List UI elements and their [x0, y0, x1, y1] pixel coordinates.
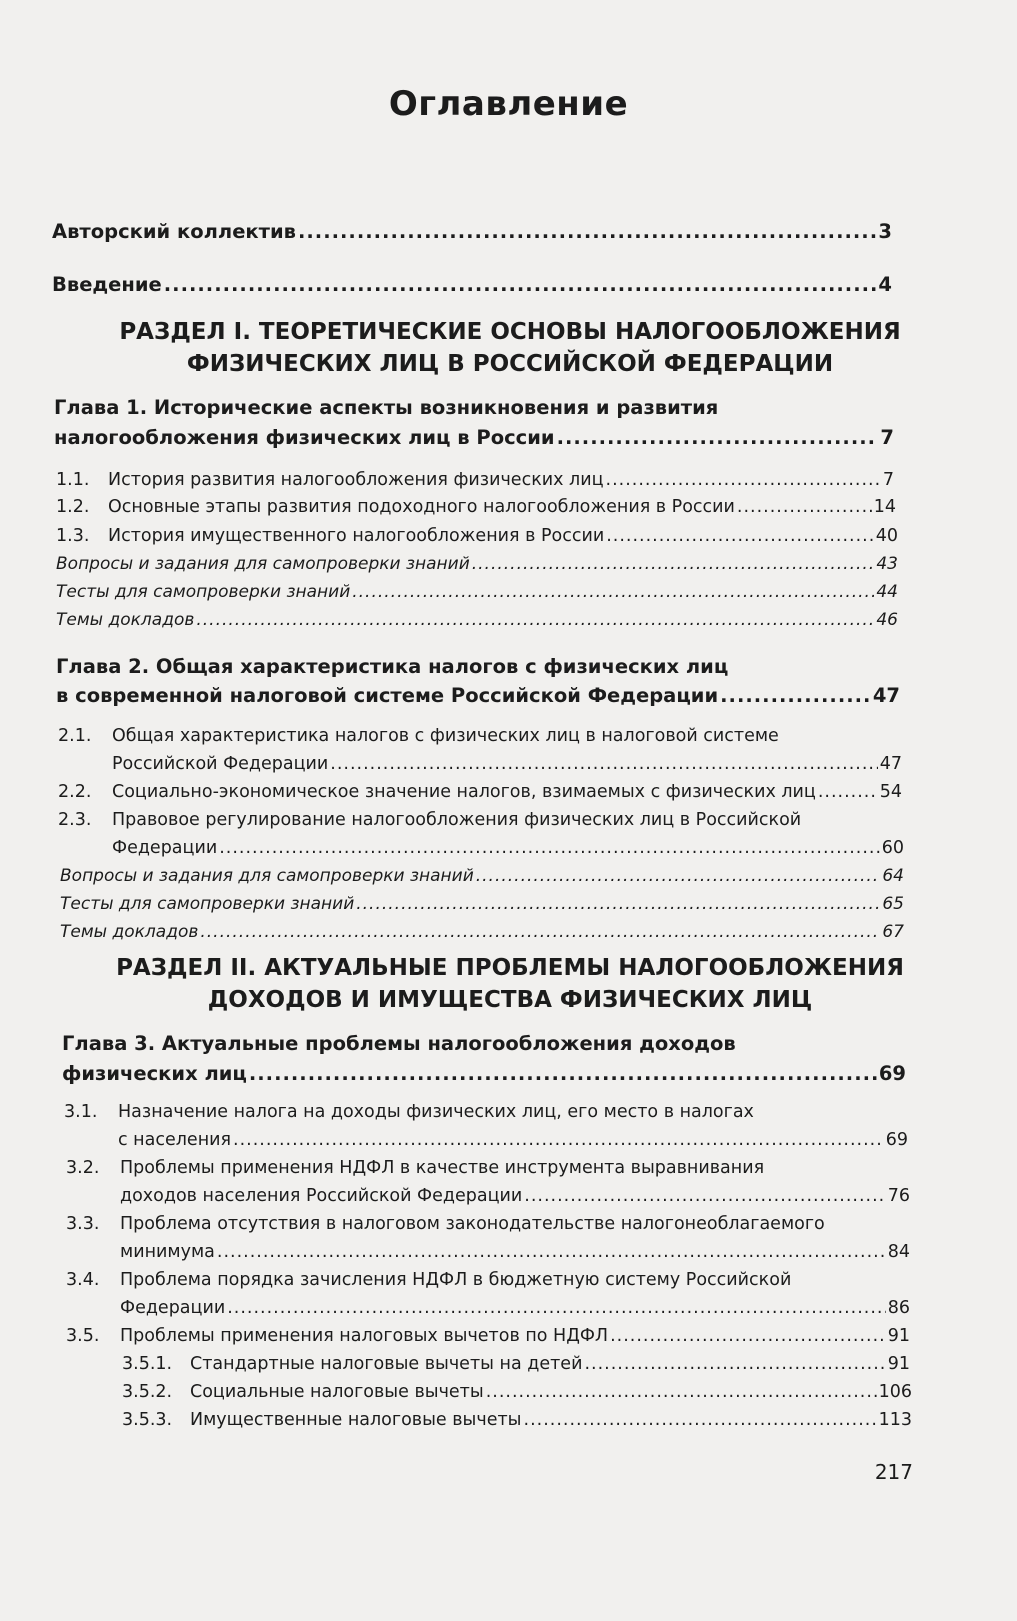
toc-entry-tests-2[interactable]	[60, 892, 904, 916]
entry-label: Проблемы применения НДФЛ в качестве инструмента выравнивания	[120, 1158, 765, 1178]
page-title: Оглавление	[388, 84, 629, 124]
entry-label: Проблема порядка зачисления НДФЛ в бюджетную систему Российской	[120, 1270, 792, 1290]
entry-label: Федерации	[112, 838, 218, 858]
section-heading-line: РАЗДЕЛ II. АКТУАЛЬНЫЕ ПРОБЛЕМЫ НАЛОГООБЛОЖЕНИЯ	[116, 955, 904, 981]
leader-dots	[298, 220, 876, 244]
entry-label: доходов населения Российской Федерации	[120, 1186, 523, 1206]
entry-label: Назначение налога на доходы физических лиц, его место в налогах	[118, 1102, 754, 1122]
entry-label: Проблема отсутствия в налоговом законодательстве налогонеоблагаемого	[120, 1214, 825, 1234]
leader-dots	[476, 864, 881, 888]
entry-label: в современной налоговой системе Российской Федерации	[56, 684, 719, 707]
entry-number: 3.1.	[64, 1102, 98, 1122]
entry-label: Тесты для самопроверки знаний	[56, 582, 351, 602]
entry-page: 47	[879, 754, 902, 774]
toc-entry-2-3[interactable]	[112, 836, 904, 860]
toc-entry-3-2-first[interactable]	[66, 1156, 764, 1180]
entry-label: с населения	[118, 1130, 232, 1150]
entry-page: 3	[878, 220, 892, 243]
entry-page: 46	[876, 610, 898, 630]
entry-page: 69	[885, 1130, 908, 1150]
entry-number: 3.5.1.	[122, 1354, 173, 1374]
entry-label: Вопросы и задания для самопроверки знаний	[56, 554, 470, 574]
leader-dots	[606, 468, 881, 492]
entry-page: 54	[879, 782, 902, 802]
entry-page: 113	[878, 1410, 912, 1430]
entry-label: Тесты для самопроверки знаний	[60, 894, 355, 914]
entry-label: Стандартные налоговые вычеты на детей	[190, 1354, 583, 1374]
toc-entry-self-check-1[interactable]	[56, 552, 898, 576]
section-heading-2	[90, 952, 930, 1016]
leader-dots	[524, 1408, 877, 1432]
leader-dots	[737, 495, 872, 519]
toc-entry-3-5-3[interactable]	[122, 1408, 912, 1432]
toc-entry-chapter-1[interactable]	[54, 426, 894, 450]
entry-number: 3.5.3.	[122, 1410, 173, 1430]
toc-entry-3-4[interactable]	[120, 1296, 910, 1320]
leader-dots	[233, 1128, 884, 1152]
entry-page: 44	[876, 582, 898, 602]
toc-entry-2-1[interactable]	[112, 752, 902, 776]
entry-label: Правовое регулирование налогообложения физических лиц в Российской	[112, 810, 802, 830]
leader-dots	[164, 273, 877, 297]
entry-number: 3.5.	[66, 1326, 100, 1346]
toc-entry-2-3-first[interactable]	[58, 808, 801, 832]
toc-entry-self-check-2[interactable]	[60, 864, 904, 888]
entry-label: Вопросы и задания для самопроверки знаний	[60, 866, 474, 886]
leader-dots	[227, 1296, 886, 1320]
entry-page: 106	[878, 1382, 912, 1402]
leader-dots	[219, 836, 880, 860]
section-heading-line: ФИЗИЧЕСКИХ ЛИЦ В РОССИЙСКОЙ ФЕДЕРАЦИИ	[186, 351, 834, 377]
entry-number: 2.3.	[58, 810, 92, 830]
leader-dots	[606, 524, 873, 548]
entry-label: Темы докладов	[56, 610, 195, 630]
toc-entry-3-3-first[interactable]	[66, 1212, 825, 1236]
page-number: 217	[874, 1460, 913, 1484]
toc-entry-3-1[interactable]	[118, 1128, 908, 1152]
entry-page: 69	[878, 1062, 906, 1085]
chapter-1-title[interactable]: Глава 1. Исторические аспекты возникновения и развития	[54, 396, 719, 419]
entry-number: 3.4.	[66, 1270, 100, 1290]
leader-dots	[356, 892, 880, 916]
toc-entry-authors[interactable]	[52, 220, 892, 244]
entry-label: Социально-экономическое значение налогов, взимаемых с физических лиц	[112, 782, 816, 802]
toc-entry-3-3[interactable]	[120, 1240, 910, 1264]
entry-page: 4	[878, 273, 892, 296]
entry-page: 91	[887, 1326, 910, 1346]
section-heading-1	[90, 316, 930, 380]
toc-entry-1-1[interactable]	[56, 468, 894, 492]
entry-label: Имущественные налоговые вычеты	[190, 1410, 522, 1430]
leader-dots	[557, 426, 879, 450]
entry-label: минимума	[120, 1242, 215, 1262]
leader-dots	[818, 780, 878, 804]
entry-label: физических лиц	[62, 1062, 247, 1085]
leader-dots	[200, 920, 880, 944]
leader-dots	[249, 1062, 877, 1086]
entry-page: 7	[880, 426, 894, 449]
entry-page: 43	[876, 554, 898, 574]
entry-page: 67	[882, 922, 904, 942]
entry-label: Российской Федерации	[112, 754, 329, 774]
toc-entry-3-5[interactable]	[66, 1324, 910, 1348]
toc-entry-topics-1[interactable]	[56, 608, 898, 632]
leader-dots	[584, 1352, 885, 1376]
toc-entry-3-5-1[interactable]	[122, 1352, 910, 1376]
entry-page: 84	[887, 1242, 910, 1262]
entry-label: Основные этапы развития подоходного налогообложения в России	[108, 497, 735, 517]
toc-entry-3-5-2[interactable]	[122, 1380, 912, 1404]
entry-label: Авторский коллектив	[52, 220, 296, 243]
toc-entry-2-2[interactable]	[58, 780, 902, 804]
toc-entry-topics-2[interactable]	[60, 920, 904, 944]
chapter-3-title[interactable]: Глава 3. Актуальные проблемы налогообложения доходов	[62, 1032, 736, 1055]
entry-number: 1.1.	[56, 470, 90, 490]
entry-label: Темы докладов	[60, 922, 199, 942]
entry-page: 86	[887, 1298, 910, 1318]
toc-entry-1-2[interactable]	[56, 495, 896, 519]
entry-number: 2.1.	[58, 726, 92, 746]
entry-number: 3.2.	[66, 1158, 100, 1178]
entry-label: Социальные налоговые вычеты	[190, 1382, 484, 1402]
leader-dots	[352, 580, 874, 604]
section-heading-line: РАЗДЕЛ I. ТЕОРЕТИЧЕСКИЕ ОСНОВЫ НАЛОГООБЛОЖЕНИЯ	[119, 319, 901, 345]
entry-label: налогообложения физических лиц в России	[54, 426, 555, 449]
entry-number: 3.5.2.	[122, 1382, 173, 1402]
toc-entry-chapter-3[interactable]	[62, 1062, 906, 1086]
section-heading-line: ДОХОДОВ И ИМУЩЕСТВА ФИЗИЧЕСКИХ ЛИЦ	[207, 987, 813, 1013]
entry-label: Проблемы применения налоговых вычетов по НДФЛ	[120, 1326, 609, 1346]
entry-number: 1.3.	[56, 526, 90, 546]
entry-page: 47	[872, 684, 900, 707]
leader-dots	[610, 1324, 886, 1348]
leader-dots	[720, 684, 871, 708]
leader-dots	[486, 1380, 877, 1404]
toc-entry-2-1-first[interactable]	[58, 724, 779, 748]
leader-dots	[330, 752, 877, 776]
leader-dots	[196, 608, 874, 632]
toc-entry-intro[interactable]	[52, 273, 892, 297]
entry-number: 1.2.	[56, 497, 90, 517]
chapter-2-title[interactable]: Глава 2. Общая характеристика налогов с физических лиц	[56, 655, 729, 678]
entry-page: 76	[887, 1186, 910, 1206]
toc-entry-tests-1[interactable]	[56, 580, 898, 604]
entry-page: 7	[882, 470, 894, 490]
entry-label: История развития налогообложения физических лиц	[108, 470, 604, 490]
toc-entry-chapter-2[interactable]	[56, 684, 900, 708]
entry-page: 40	[875, 526, 898, 546]
entry-page: 60	[881, 838, 904, 858]
entry-label: Общая характеристика налогов с физических лиц в налоговой системе	[112, 726, 779, 746]
toc-entry-1-3[interactable]	[56, 524, 898, 548]
entry-label: Введение	[52, 273, 162, 296]
entry-number: 2.2.	[58, 782, 92, 802]
toc-entry-3-1-first[interactable]	[64, 1100, 754, 1124]
leader-dots	[217, 1240, 886, 1264]
entry-number: 3.3.	[66, 1214, 100, 1234]
entry-page: 14	[873, 497, 896, 517]
leader-dots	[524, 1184, 885, 1208]
entry-label: История имущественного налогообложения в России	[108, 526, 605, 546]
leader-dots	[472, 552, 875, 576]
toc-entry-3-2[interactable]	[120, 1184, 910, 1208]
entry-page: 65	[882, 894, 904, 914]
entry-label: Федерации	[120, 1298, 226, 1318]
entry-page: 91	[887, 1354, 910, 1374]
toc-entry-3-4-first[interactable]	[66, 1268, 791, 1292]
entry-page: 64	[882, 866, 904, 886]
